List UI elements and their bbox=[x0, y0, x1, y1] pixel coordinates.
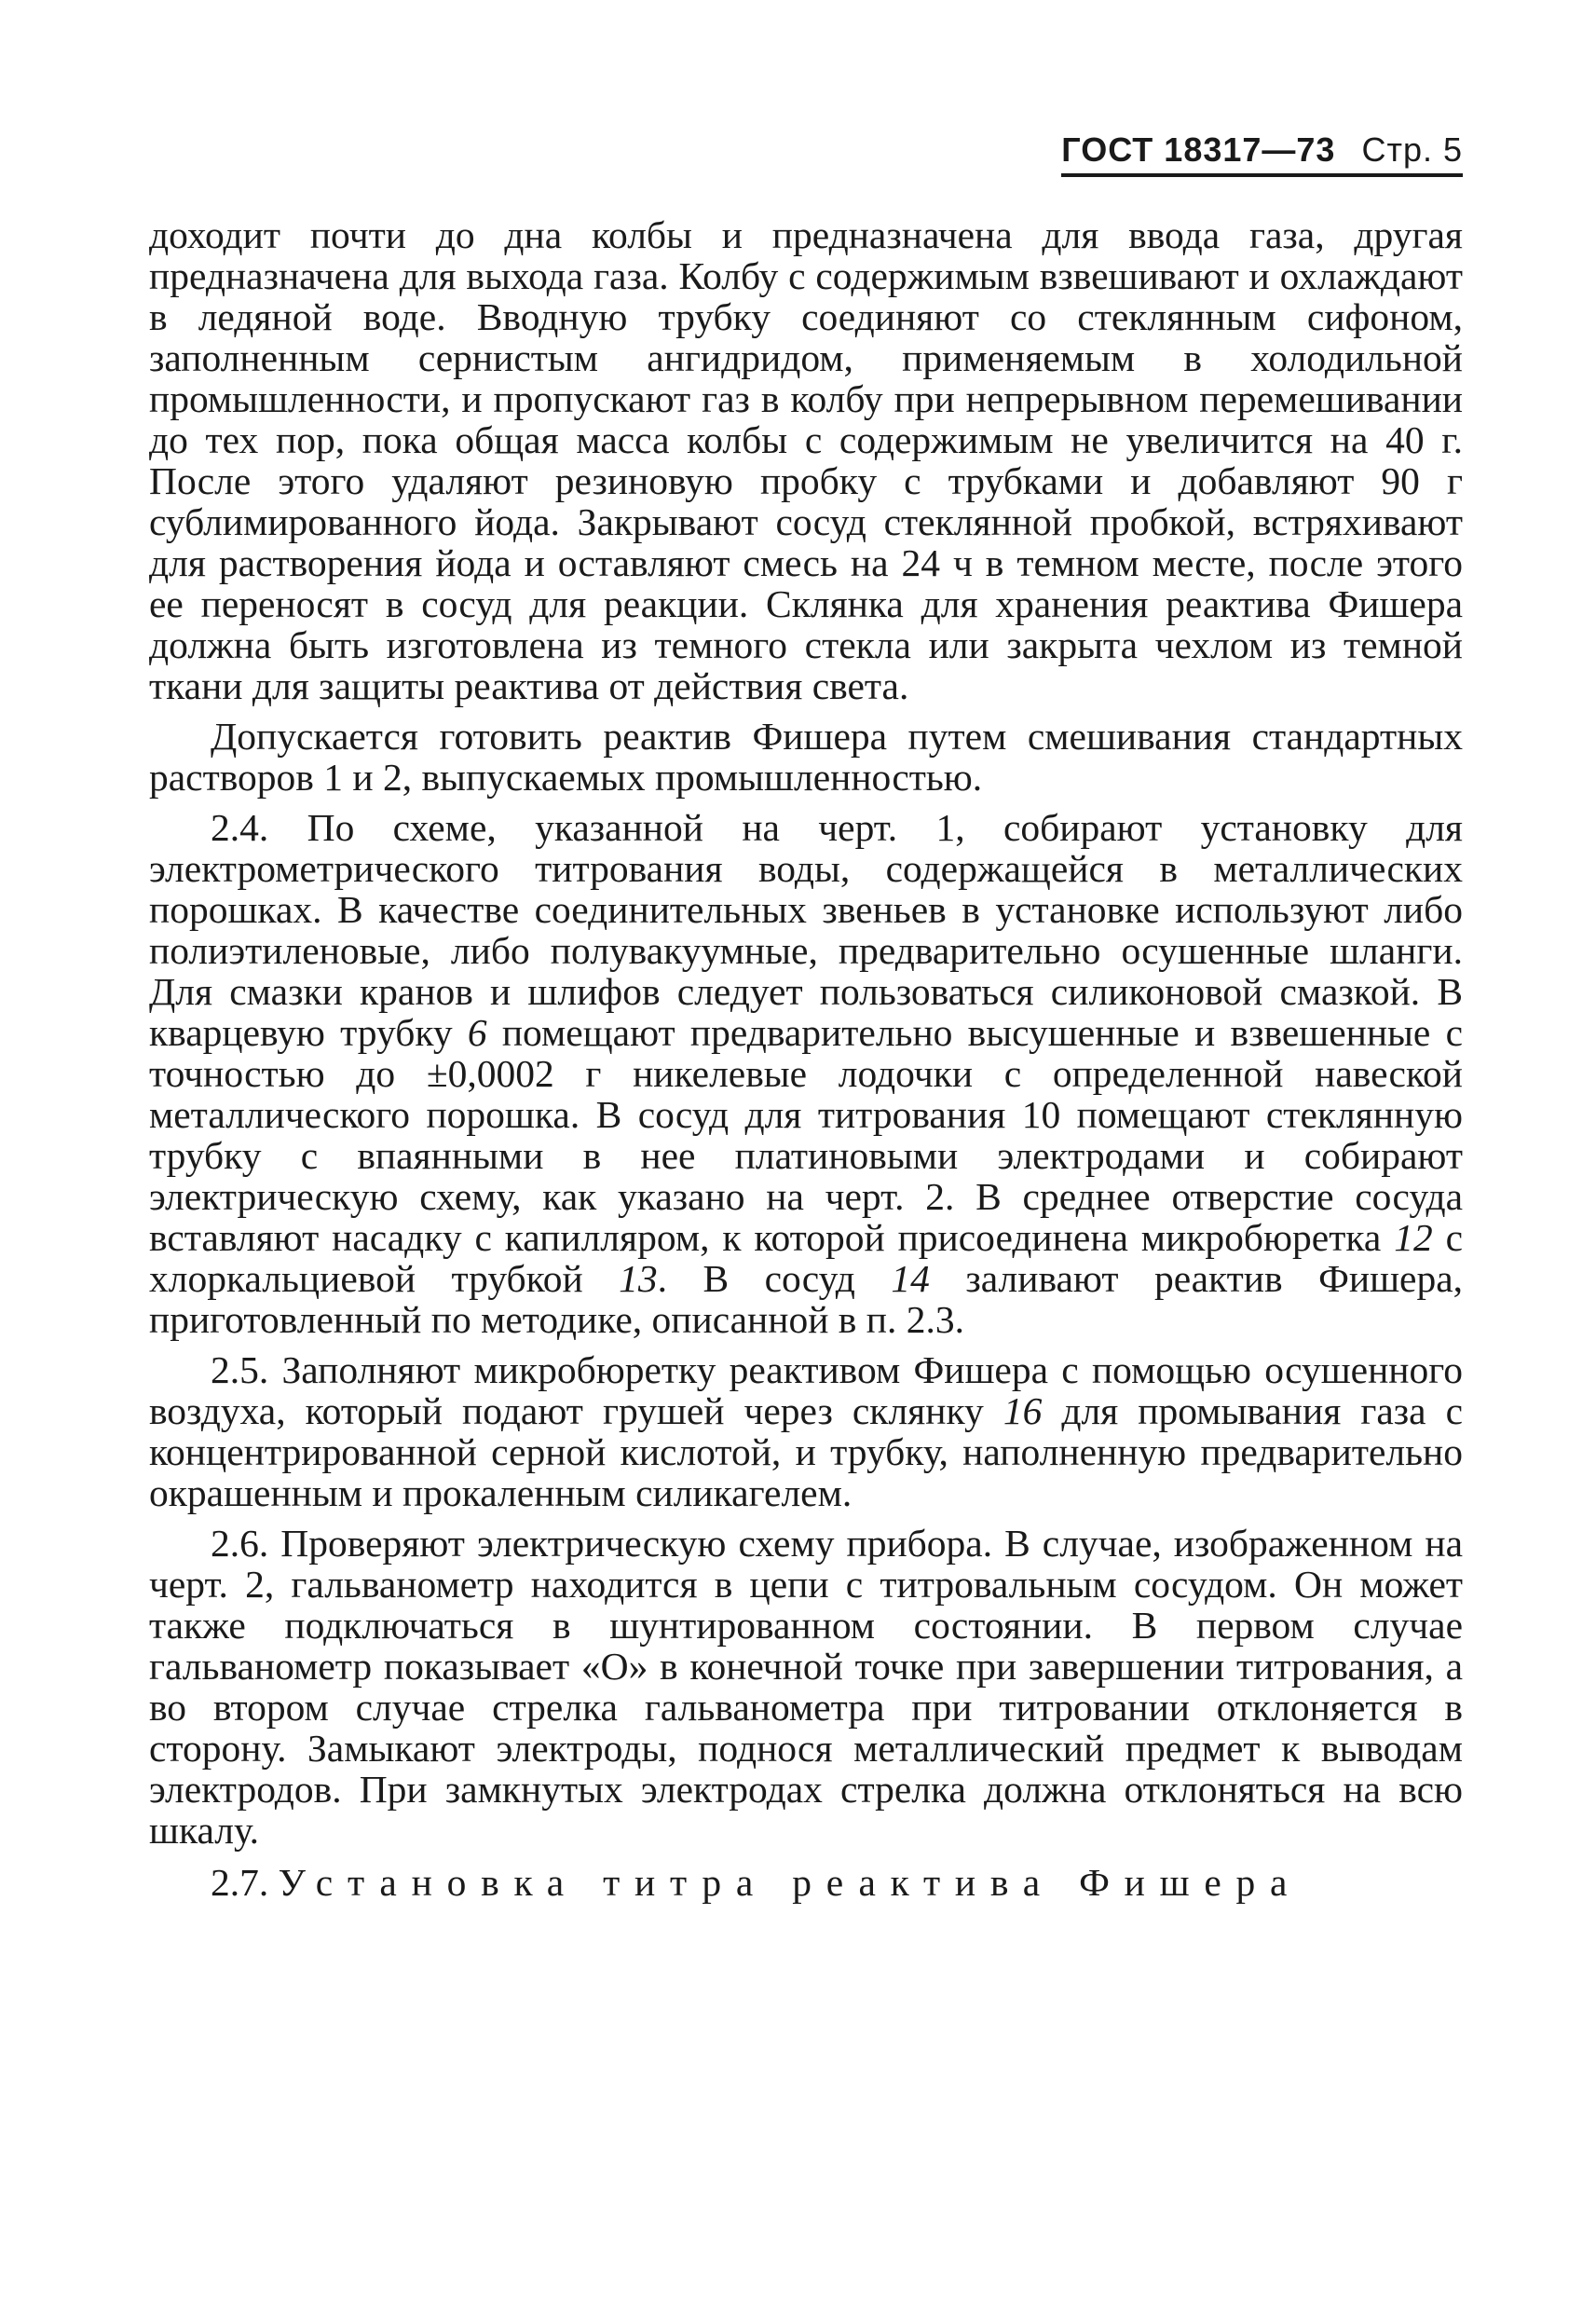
section-title: Установка титра реактива Фишера bbox=[278, 1861, 1303, 1904]
ref-number: 14 bbox=[891, 1257, 930, 1300]
page-header bbox=[1061, 130, 1463, 177]
text-run: 2.4. По схеме, указанной на черт. 1, собирают установку для электрометрического титрования воды, содержащейся в металлических порошках. В качестве соединительных звеньев в установке используют либо полиэтиленовые, либо полувакуумные, предварительно осушенные шланги. Для смазки кранов и шлифов следует пользоваться силиконовой смазкой. В кварцевую трубку bbox=[149, 806, 1463, 1054]
text-run: для промывания газа с концентрированной серной кислотой, и трубку, наполненную предварительно окрашенным и прокаленным силикагелем. bbox=[149, 1389, 1464, 1514]
standard-number: ГОСТ 18317—73 bbox=[1061, 130, 1336, 169]
text-run: . В сосуд bbox=[657, 1257, 892, 1300]
text-run: 2.5. Заполняют микробюретку реактивом Фишера с помощью осушенного воздуха, который подают грушей через склянку bbox=[149, 1348, 1463, 1432]
ref-number: 6 bbox=[467, 1011, 487, 1054]
paragraph-2-6: 2.6. Проверяют электрическую схему прибора. В случае, изображенном на черт. 2, гальванометр находится в цепи с титровальным сосудом. Он может также подключаться в шунтированном состоянии. В первом случае гальванометр показывает «О» в конечной точке при завершении титрования, а во втором случае стрелка гальванометра при титровании отклоняется в сторону. Замыкают электроды, поднося металлический предмет к выводам электродов. При замкнутых электродах стрелка должна отклоняться на всю шкалу. bbox=[149, 1522, 1463, 1852]
ref-number: 13 bbox=[619, 1257, 658, 1300]
ref-number: 12 bbox=[1394, 1216, 1433, 1259]
ref-number: 16 bbox=[1003, 1389, 1043, 1432]
section-number: 2.7. bbox=[211, 1861, 269, 1904]
paragraph-2-4 bbox=[149, 807, 1463, 1340]
text-run: заливают реактив Фишера, приготовленный по методике, описанной в п. 2.3. bbox=[149, 1257, 1463, 1341]
paragraph-2-5 bbox=[149, 1349, 1463, 1513]
text-run: с хлоркальциевой трубкой bbox=[149, 1216, 1463, 1300]
body-text bbox=[149, 214, 1463, 1903]
section-heading-2-7 bbox=[149, 1862, 1463, 1903]
paragraph-fisher-alternative: Допускается готовить реактив Фишера путем смешивания стандартных растворов 1 и 2, выпускаемых промышленностью. bbox=[149, 715, 1463, 799]
text-run: помещают предварительно высушенные и взвешенные с точностью до ±0,0002 г никелевые лодочки с определенной навеской металлического порошка. В сосуд для титрования 10 помещают стеклянную трубку с впаянными в нее платиновыми электродами и собирают электрическую схему, как указано на черт. 2. В среднее отверстие сосуда вставляют насадку с капилляром, к которой присоединена микробюретка bbox=[149, 1011, 1463, 1259]
paragraph-continuation: доходит почти до дна колбы и предназначена для ввода газа, другая предназначена для выхода газа. Колбу с содержимым взвешивают и охлаждают в ледяной воде. Вводную трубку соединяют со стеклянным сифоном, заполненным сернистым ангидридом, применяемым в холодильной промышленности, и пропускают газ в колбу при непрерывном перемешивании до тех пор, пока общая масса колбы с содержимым не увеличится на 40 г. После этого удаляют резиновую пробку с трубками и добавляют 90 г сублимированного йода. Закрывают сосуд стеклянной пробкой, встряхивают для растворения йода и оставляют смесь на 24 ч в темном месте, после этого ее переносят в сосуд для реакции. Склянка для хранения реактива Фишера должна быть изготовлена из темного стекла или закрыта чехлом из темной ткани для защиты реактива от действия света. bbox=[149, 213, 1463, 707]
page-number: Стр. 5 bbox=[1361, 130, 1463, 169]
